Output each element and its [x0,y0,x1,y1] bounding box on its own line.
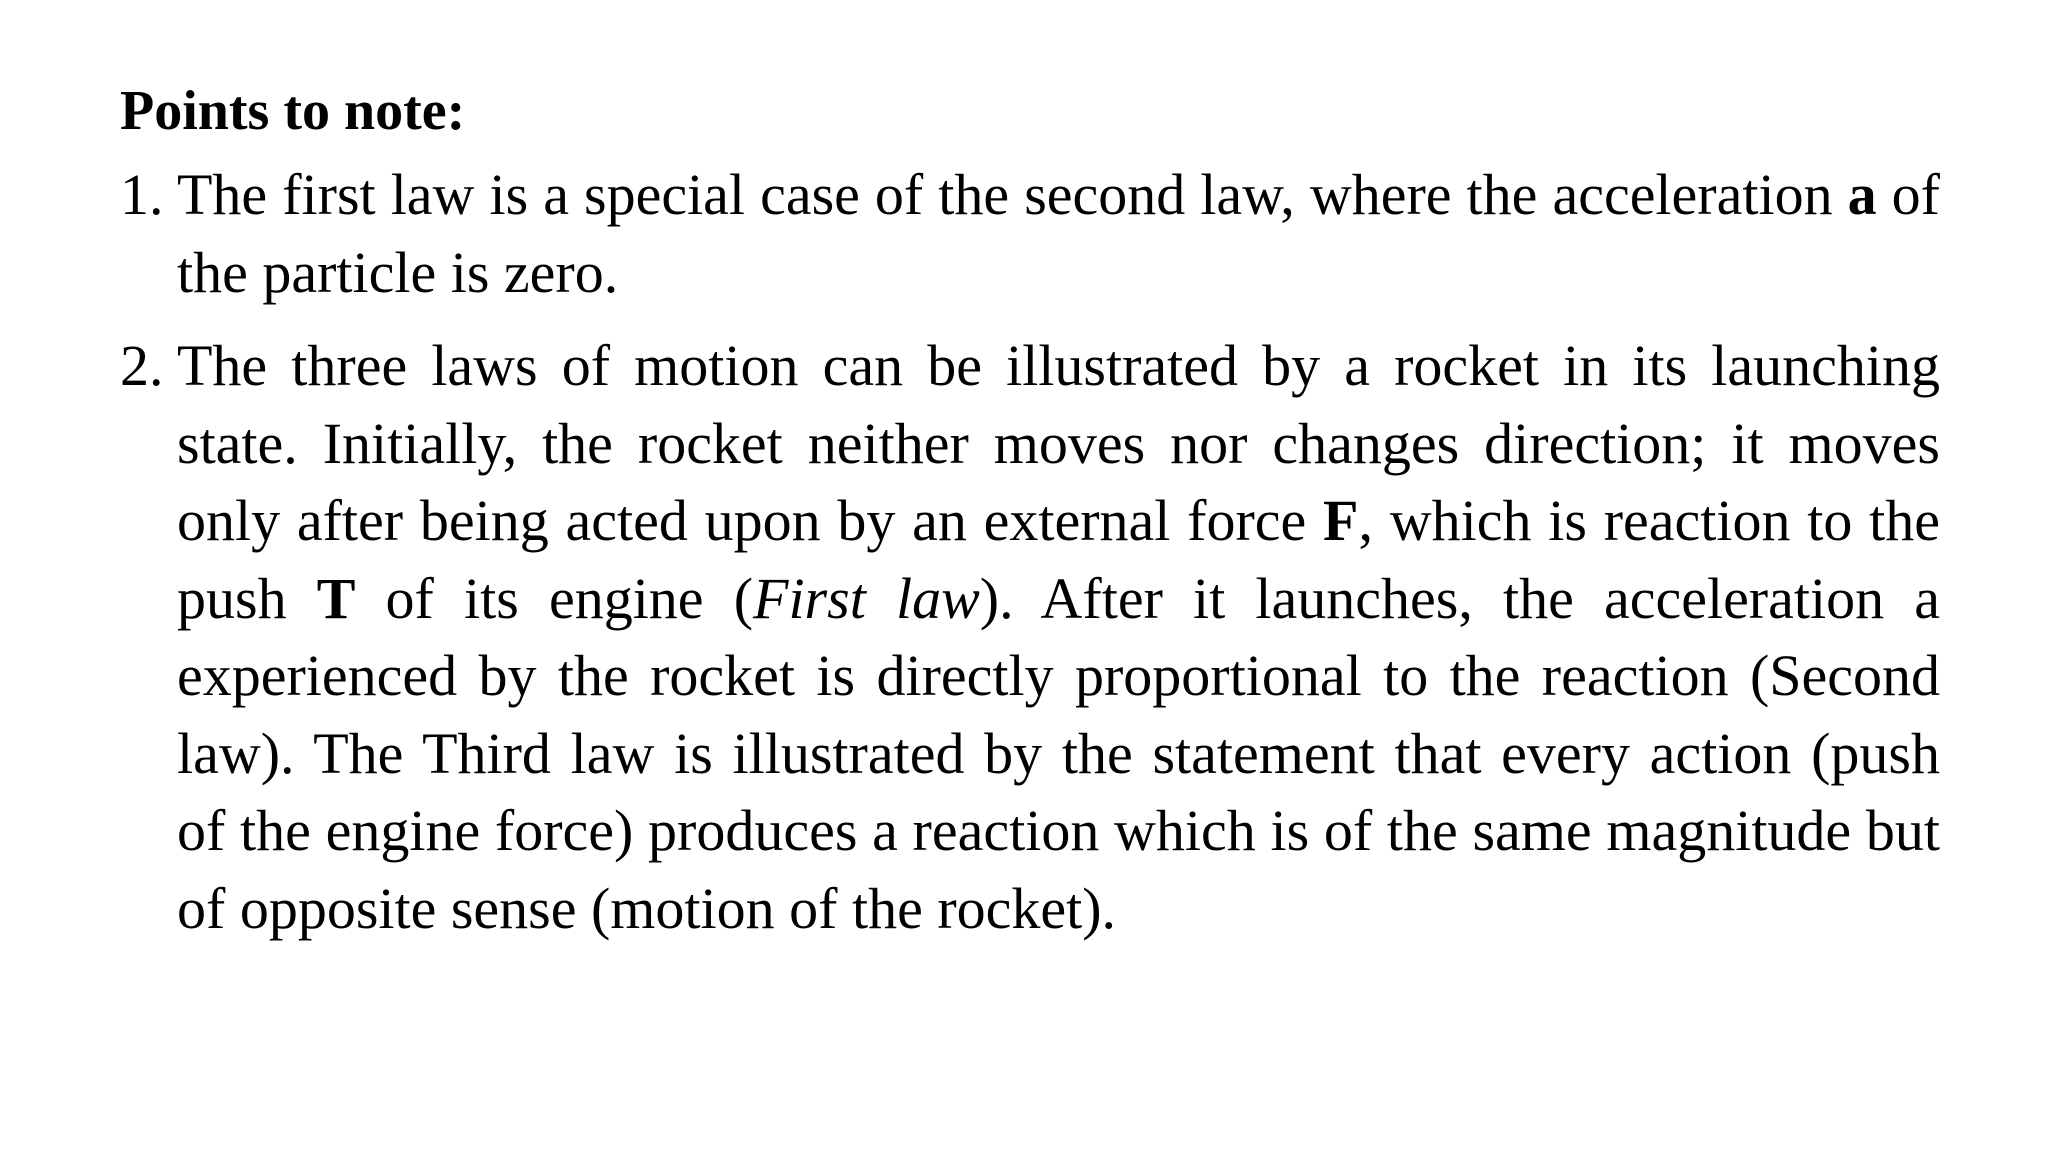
first-law-term: First law [753,565,980,631]
note-text: The first law is a special case of the second law, where the acceleration [177,162,1848,227]
note-number: 2. [120,333,164,398]
note-number: 1. [120,162,164,227]
note-text: of the particle is zero. [177,162,1940,305]
notes-slide [120,72,1940,947]
note-text: The three laws of motion can be illustrated by a rocket in its launching state. Initially, the rocket neither moves nor changes direction; it moves only after being acted upon by an external force [177,333,1940,553]
note-text: of its engine ( [355,565,754,631]
points-heading: Points to note: [120,80,466,142]
note-text: , which is reaction to the push [177,488,1940,631]
note-text: ). After it launches, the acceleration a experienced by the rocket is directly proportional to the reaction (Second law). The Third law is illustrated by the statement that every action (push of the engine force) produces a reaction which is of the same magnitude but of opposite sense (motion of the rocket). [177,565,1940,941]
thrust-symbol: T [316,565,356,631]
force-symbol: F [1323,488,1359,553]
note-item-2 [120,327,1940,947]
acceleration-symbol: a [1847,162,1877,227]
note-item-1 [120,156,1940,311]
